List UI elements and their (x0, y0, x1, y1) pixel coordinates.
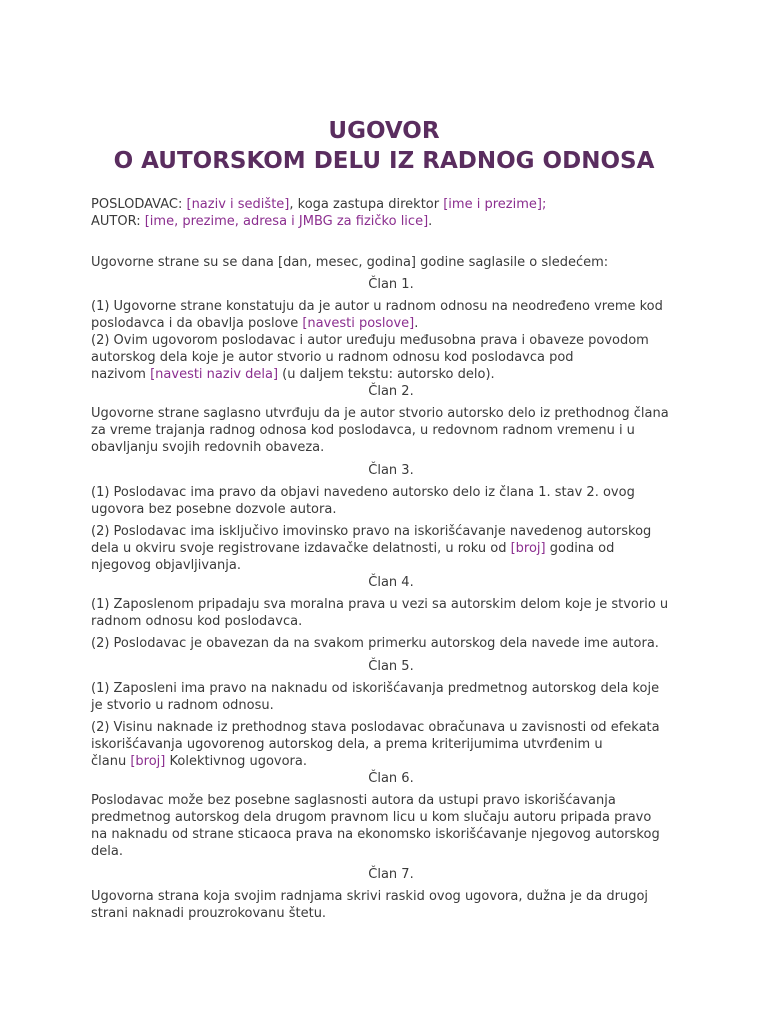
document-title: UGOVOR (328, 118, 440, 144)
article-5-text: iskorišćavanja ugovorenog autorskog dela, a prema kriterijumima utvrđenim u (91, 737, 603, 752)
article-1-text: autorskog dela koje je autor stvorio u radnom odnosu kod poslodavca pod (91, 350, 574, 365)
employer-mid-text: , koga zastupa direktor (289, 197, 444, 212)
placeholder-tag: [broj] (510, 541, 546, 556)
article-4-text: (2) Poslodavac je obavezan da na svakom primerku autorskog dela navede ime autora. (91, 636, 659, 651)
author-label: AUTOR: (91, 214, 145, 229)
intro-text: Ugovorne strane su se dana [dan, mesec, godina] godine saglasile o sledećem: (91, 255, 609, 270)
article-4-heading: Član 4. (368, 575, 414, 590)
article-7-text: Ugovorna strana koja svojim radnjama skrivi raskid ovog ugovora, dužna je da drugoj (91, 889, 649, 904)
article-6-text: predmetnog autorskog dela drugom pravnom licu u kom slučaju autoru pripada pravo (91, 810, 652, 825)
article-5-text: (1) Zaposleni ima pravo na naknadu od iskorišćavanja predmetnog autorskog dela koje (91, 681, 660, 696)
employer-label: POSLODAVAC: (91, 197, 187, 212)
article-2-text: obavljanju svojih redovnih obaveza. (91, 440, 325, 455)
employer-line (91, 196, 691, 213)
article-3-text: (1) Poslodavac ima pravo da objavi navedeno autorsko delo iz člana 1. stav 2. ovog (91, 485, 635, 500)
placeholder-tag: [navesti poslove] (302, 316, 415, 331)
author-placeholder: [ime, prezime, adresa i JMBG za fizičko lice] (144, 214, 429, 229)
article-4-text: (1) Zaposlenom pripadaju sva moralna prava u vezi sa autorskim delom koje je stvorio u (91, 597, 669, 612)
article-7-text: strani naknadi prouzrokovanu štetu. (91, 906, 327, 921)
employer-placeholder: [naziv i sedište] (186, 197, 290, 212)
article-5-text: (2) Visinu naknade iz prethodnog stava poslodavac obračunava u zavisnosti od efekata (91, 720, 660, 735)
article-6-heading: Član 6. (368, 771, 414, 786)
article-1-text: (2) Ovim ugovorom poslodavac i autor uređuju međusobna prava i obaveze povodom (91, 333, 649, 348)
article-2-text: za vreme trajanja radnog odnosa kod poslodavca, u redovnom radnom vremenu i u (91, 423, 635, 438)
article-1-text: nazivom [navesti naziv dela] (u daljem tekstu: autorsko delo). (91, 367, 495, 382)
article-3-text: (2) Poslodavac ima isključivo imovinsko pravo na iskorišćavanje navedenog autorskog (91, 524, 652, 539)
article-1-heading: Član 1. (368, 277, 414, 292)
document-subtitle: O AUTORSKOM DELU IZ RADNOG ODNOSA (113, 148, 655, 174)
article-3-text: ugovora bez posebne dozvole autora. (91, 502, 337, 517)
director-placeholder: [ime i prezime] (443, 197, 542, 212)
employer-end: ; (541, 197, 547, 212)
article-1-text: poslodavca i da obavlja poslove [navesti poslove]. (91, 316, 419, 331)
article-7-heading: Član 7. (368, 867, 414, 882)
document-body (91, 196, 691, 922)
article-5-text: je stvorio u radnom odnosu. (91, 698, 274, 713)
author-end: . (428, 214, 433, 229)
article-6-text: dela. (91, 844, 123, 859)
article-4-text: radnom odnosu kod poslodavca. (91, 614, 303, 629)
article-2-text: Ugovorne strane saglasno utvrđuju da je autor stvorio autorsko delo iz prethodnog člana (91, 406, 669, 421)
article-5-heading: Član 5. (368, 659, 414, 674)
article-6-text: Poslodavac može bez posebne saglasnosti autora da ustupi pravo iskorišćavanja (91, 793, 616, 808)
article-3-heading: Član 3. (368, 463, 414, 478)
article-3-text: njegovog objavljivanja. (91, 558, 242, 573)
author-line (91, 213, 691, 230)
article-1-text: (1) Ugovorne strane konstatuju da je autor u radnom odnosu na neodređeno vreme kod (91, 299, 663, 314)
article-3-text: dela u okviru svoje registrovane izdavačke delatnosti, u roku od [broj] godina od (91, 541, 615, 556)
article-5-text: članu [broj] Kolektivnog ugovora. (91, 754, 307, 769)
article-6-text: na naknadu od strane sticaoca prava na ekonomsko iskorišćavanje njegovog autorskog (91, 827, 660, 842)
placeholder-tag: [broj] (130, 754, 166, 769)
placeholder-tag: [navesti naziv dela] (150, 367, 279, 382)
article-2-heading: Član 2. (368, 384, 414, 399)
